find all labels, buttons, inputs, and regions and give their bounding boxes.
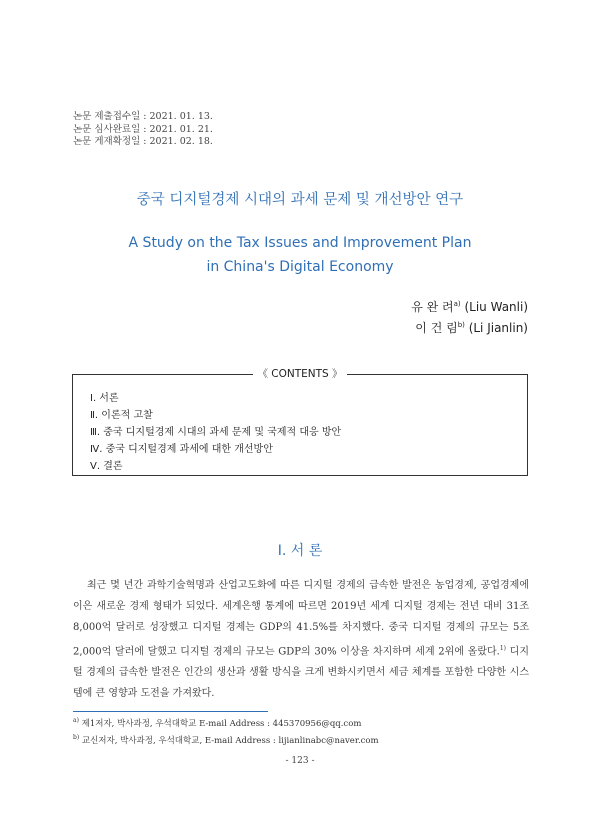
- author-block: [411, 295, 528, 337]
- body-text-part-1: 최근 몇 년간 과학기술혁명과 산업고도화에 따른 디지털 경제의 급속한 발전은 농업경제, 공업경제에 이은 새로운 경제 형태가 되었다. 세계은행 통계에 따르면 2019년 세계 디지털 경제는 전년 대비 31조8,000억 달러로 성장했고 디지털 경제는 GDP의 41.5%를 차지했다. 중국 디지털 경제의 규모는 5조2,000억 달러에 달했고 디지털 경제의 규모는 GDP의 30% 이상을 차지하며 세계 2위에 올랐다.: [73, 580, 529, 658]
- date-accepted: 논문 게재확정일 : 2021. 02. 18.: [73, 136, 213, 147]
- footnotes: [73, 714, 379, 748]
- contents-item: Ⅱ. 이론적 고찰: [90, 410, 153, 421]
- paper-title-korean: 중국 디지털경제 시대의 과세 문제 및 개선방안 연구: [136, 192, 464, 208]
- author-1-mark: a): [453, 300, 461, 308]
- body-text-part-2: 디지털 경제의 급속한 발전은 인간의 생산과 생활 방식을 크게 변화시키면서 세금 체계를 포함한 다양한 시스템에 큰 영향과 도전을 가져왔다.: [73, 646, 530, 700]
- body-paragraph: [73, 575, 529, 704]
- author-1: [411, 295, 528, 316]
- contents-item: Ⅲ. 중국 디지털경제 시대의 과세 문제 및 국제적 대응 방안: [90, 427, 342, 438]
- author-2: [411, 316, 528, 337]
- contents-list: [90, 390, 341, 475]
- page-number: - 123 -: [285, 756, 315, 766]
- date-received: 논문 제출접수일 : 2021. 01. 13.: [73, 111, 213, 122]
- paper-title-english: [0, 231, 600, 279]
- date-reviewed: 논문 심사완료일 : 2021. 01. 21.: [73, 123, 213, 135]
- footnote-a: $^{a)}$ 제1저자, 박사과정, 우석대학교 E-mail Address : 445370956@qq.com: [73, 717, 362, 729]
- footnote-divider: [73, 711, 268, 712]
- author-1-name: 유 완 려: [411, 300, 454, 314]
- footnote-b: $^{b)}$ 교신저자, 박사과정, 우석대학교, E-mail Address : lijianlinabc@naver.com: [73, 733, 379, 746]
- author-1-roman: (Liu Wanli): [460, 300, 528, 314]
- contents-item: Ⅰ. 서론: [90, 393, 119, 404]
- title-en-line-1: A Study on the Tax Issues and Improvement Plan: [128, 235, 472, 251]
- contents-item: Ⅳ. 중국 디지털경제 과세에 대한 개선방안: [90, 444, 273, 455]
- author-2-mark: b): [457, 321, 465, 329]
- author-2-roman: (Li Jianlin): [464, 321, 528, 335]
- submission-dates: [73, 111, 213, 149]
- contents-title: 《 CONTENTS 》: [0, 366, 600, 381]
- contents-item: Ⅴ. 결론: [90, 461, 123, 472]
- title-en-line-2: in China's Digital Economy: [206, 259, 394, 275]
- footnote-ref: 1): [499, 645, 506, 652]
- author-2-name: 이 건 림: [415, 321, 458, 335]
- section-heading: Ⅰ. 서 론: [277, 543, 323, 559]
